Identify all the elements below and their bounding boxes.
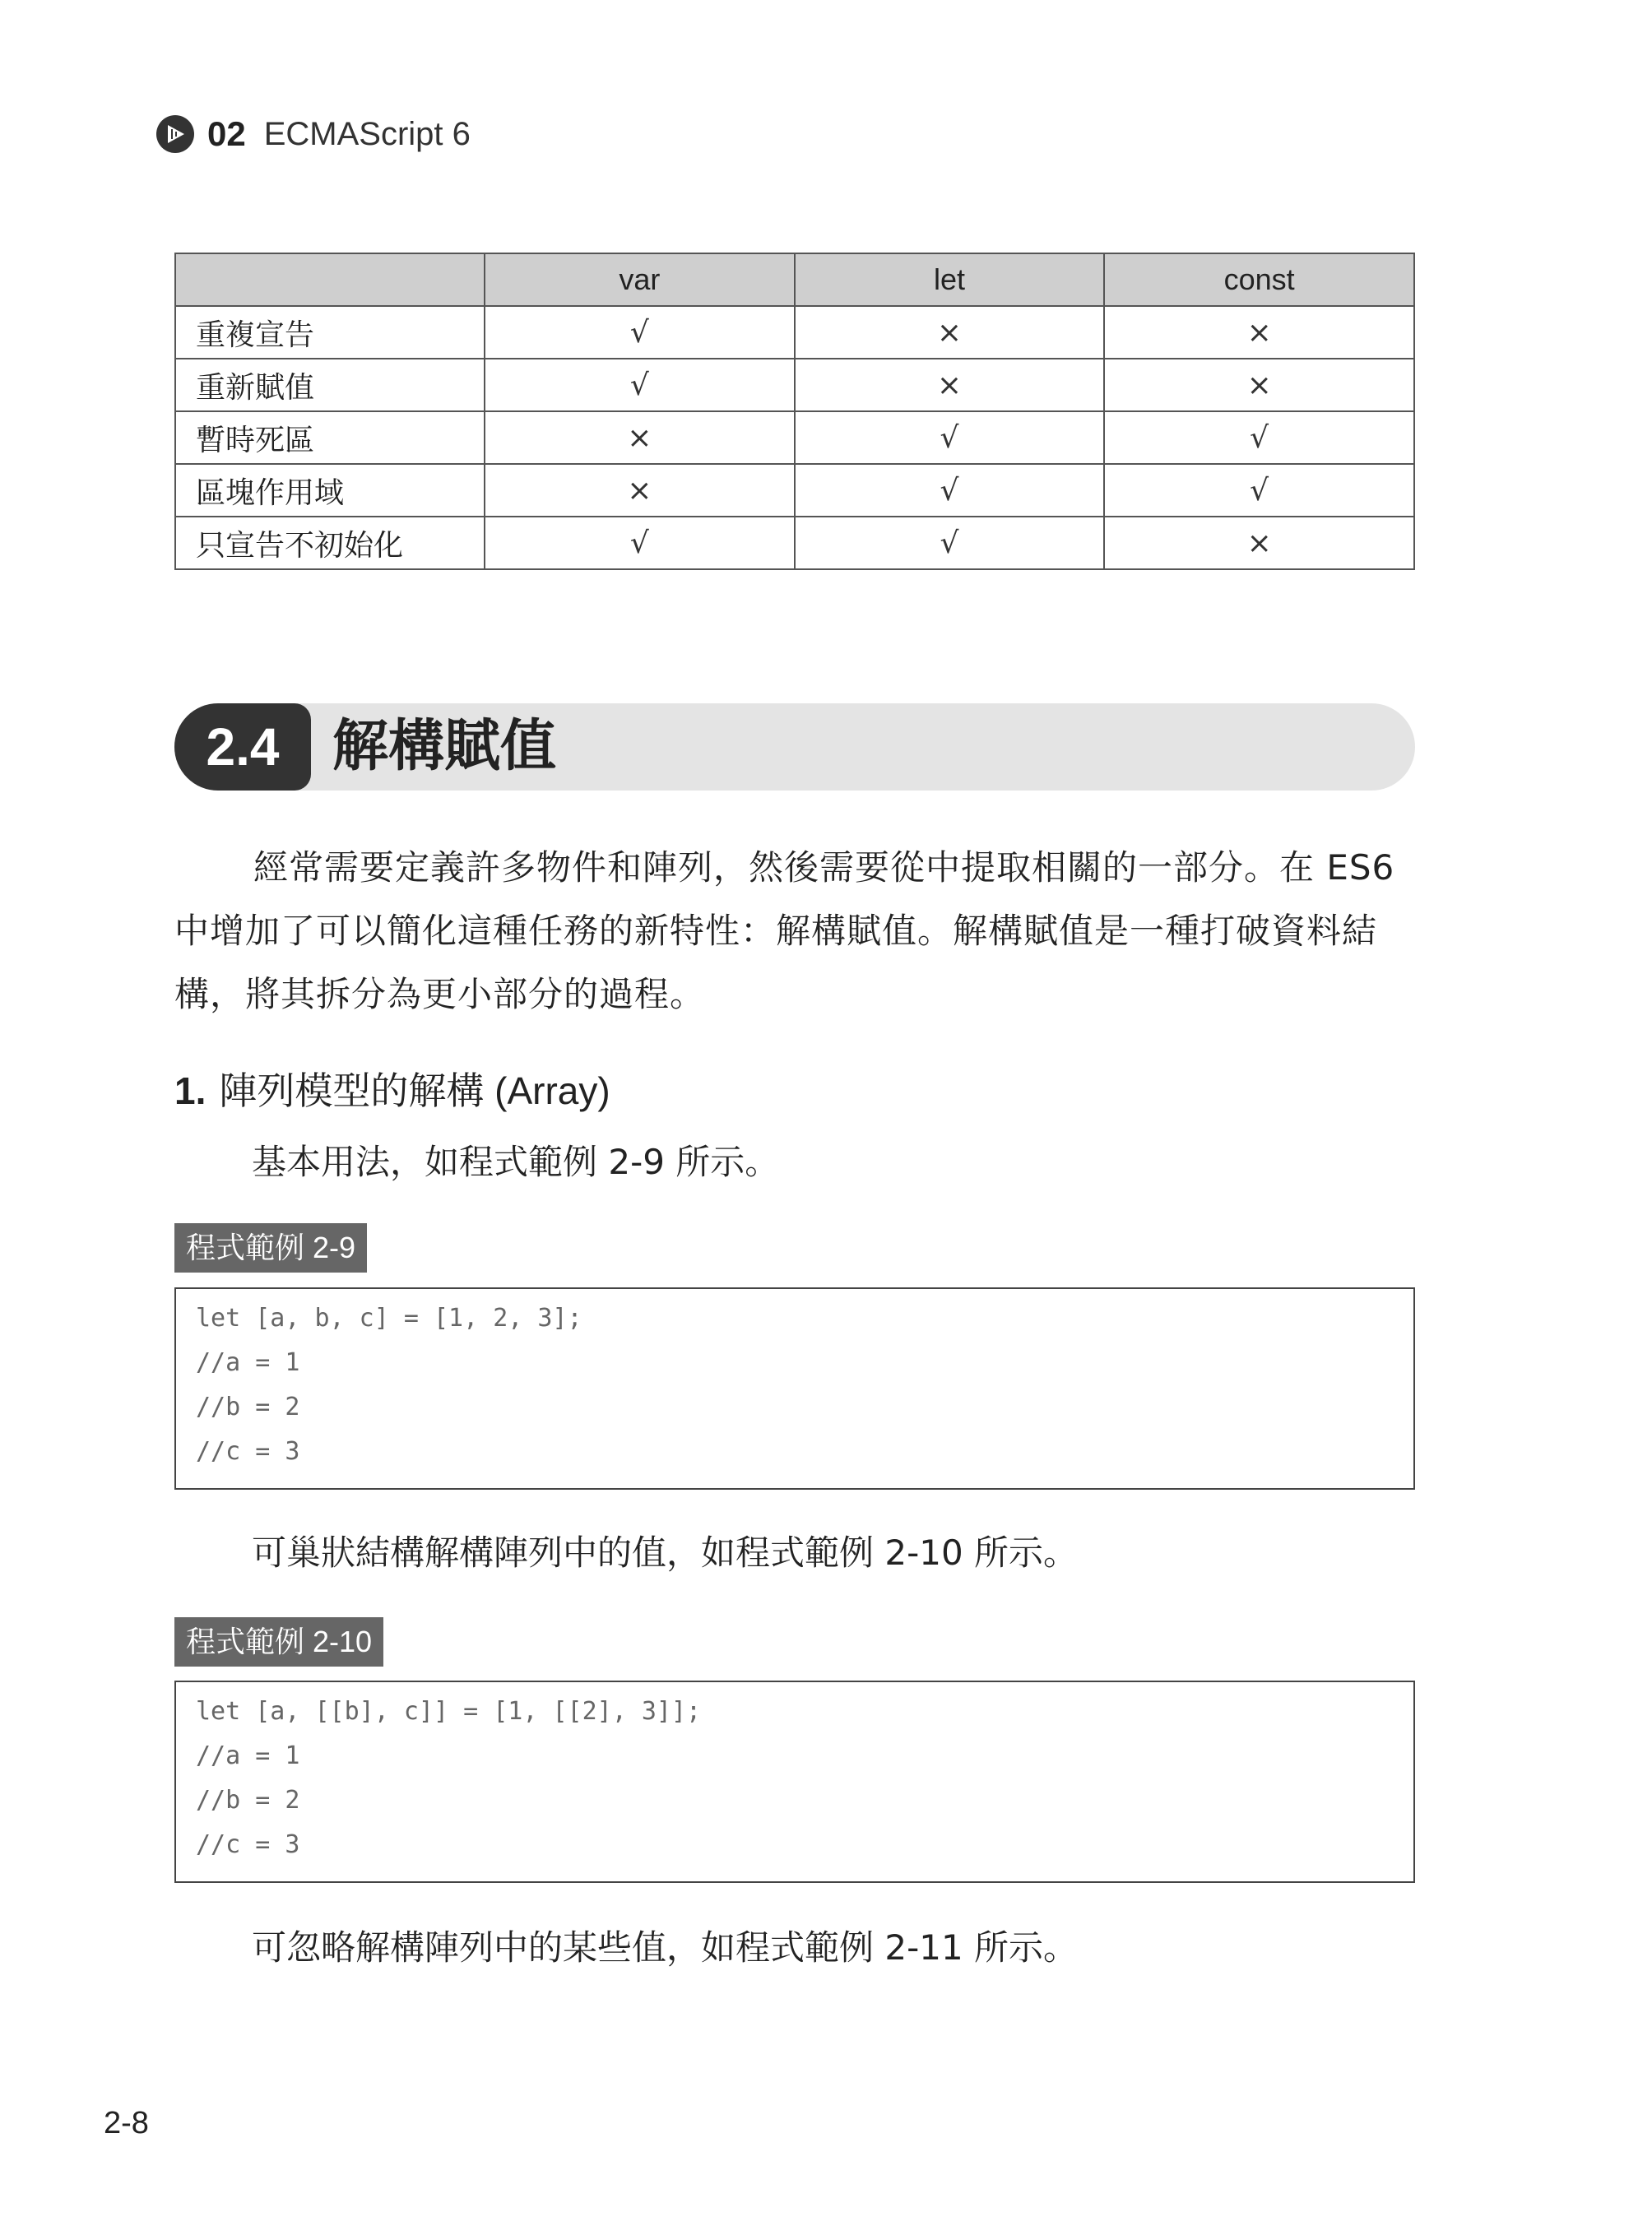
intro-paragraph: 經常需要定義許多物件和陣列，然後需要從中提取相關的一部分。在 ES6 中增加了可以簡化這種任務的新特性：解構賦值。解構賦值是一種打破資料結構，將其拆分為更小部分的過程。 — [174, 847, 1395, 1014]
table-header-cell — [175, 253, 485, 306]
table-row — [175, 517, 1414, 569]
table-header-cell: const — [1104, 253, 1414, 306]
table-cell: √ — [485, 359, 795, 411]
table-header-cell: var — [485, 253, 795, 306]
table-cell: √ — [795, 411, 1105, 464]
table-cell: √ — [1104, 411, 1414, 464]
subsection-title: 陣列模型的解構 (Array) — [219, 1069, 610, 1112]
table-row — [175, 464, 1414, 517]
section-number-badge — [174, 703, 311, 791]
chapter-play-icon — [156, 115, 194, 153]
table-cell: × — [1104, 517, 1414, 569]
var-let-const-table — [174, 253, 1415, 570]
code-line: let [a, b, c] = [1, 2, 3]; — [196, 1304, 582, 1333]
table-cell: √ — [795, 464, 1105, 517]
table-cell: × — [485, 411, 795, 464]
table-cell: × — [795, 306, 1105, 359]
row-label: 重複宣告 — [175, 306, 485, 359]
table-cell: × — [1104, 306, 1414, 359]
row-label: 暫時死區 — [175, 411, 485, 464]
code-listing-label: 程式範例 2-9 — [174, 1223, 367, 1273]
table-cell: √ — [795, 517, 1105, 569]
ignore-text: 可忽略解構陣列中的某些值，如程式範例 2-11 所示。 — [252, 1927, 1079, 1968]
chapter-number: 02 — [207, 114, 246, 153]
table-header-row — [175, 253, 1414, 306]
running-header — [156, 109, 471, 159]
section-number: 2.4 — [206, 717, 280, 777]
basic-usage-text: 基本用法，如程式範例 2-9 所示。 — [252, 1142, 780, 1182]
table-cell: √ — [1104, 464, 1414, 517]
table-row — [175, 306, 1414, 359]
code-listing-box — [174, 1287, 1415, 1490]
table-cell: × — [1104, 359, 1414, 411]
row-label: 只宣告不初始化 — [175, 517, 485, 569]
code-line: let [a, [[b], c]] = [1, [[2], 3]]; — [196, 1697, 702, 1726]
table-header-cell: let — [795, 253, 1105, 306]
code-listing-label: 程式範例 2-10 — [174, 1617, 383, 1667]
table-cell: × — [485, 464, 795, 517]
table-cell: √ — [485, 517, 795, 569]
code-line: //c = 3 — [196, 1830, 300, 1859]
row-label: 區塊作用域 — [175, 464, 485, 517]
code-line: //c = 3 — [196, 1437, 300, 1466]
page-number: 2-8 — [104, 2106, 149, 2140]
code-line: //b = 2 — [196, 1786, 300, 1815]
code-listing-box — [174, 1681, 1415, 1883]
table-cell: √ — [485, 306, 795, 359]
subsection-heading — [174, 1061, 610, 1115]
nested-text: 可巢狀結構解構陣列中的值，如程式範例 2-10 所示。 — [252, 1533, 1079, 1573]
table-row — [175, 411, 1414, 464]
section-title: 解構賦值 — [332, 714, 557, 779]
code-line: //a = 1 — [196, 1741, 300, 1770]
table-cell: × — [795, 359, 1105, 411]
table-row — [175, 359, 1414, 411]
code-line: //b = 2 — [196, 1393, 300, 1421]
subsection-number: 1. — [174, 1069, 206, 1112]
row-label: 重新賦值 — [175, 359, 485, 411]
chapter-title: ECMAScript 6 — [263, 115, 471, 152]
code-line: //a = 1 — [196, 1348, 300, 1377]
